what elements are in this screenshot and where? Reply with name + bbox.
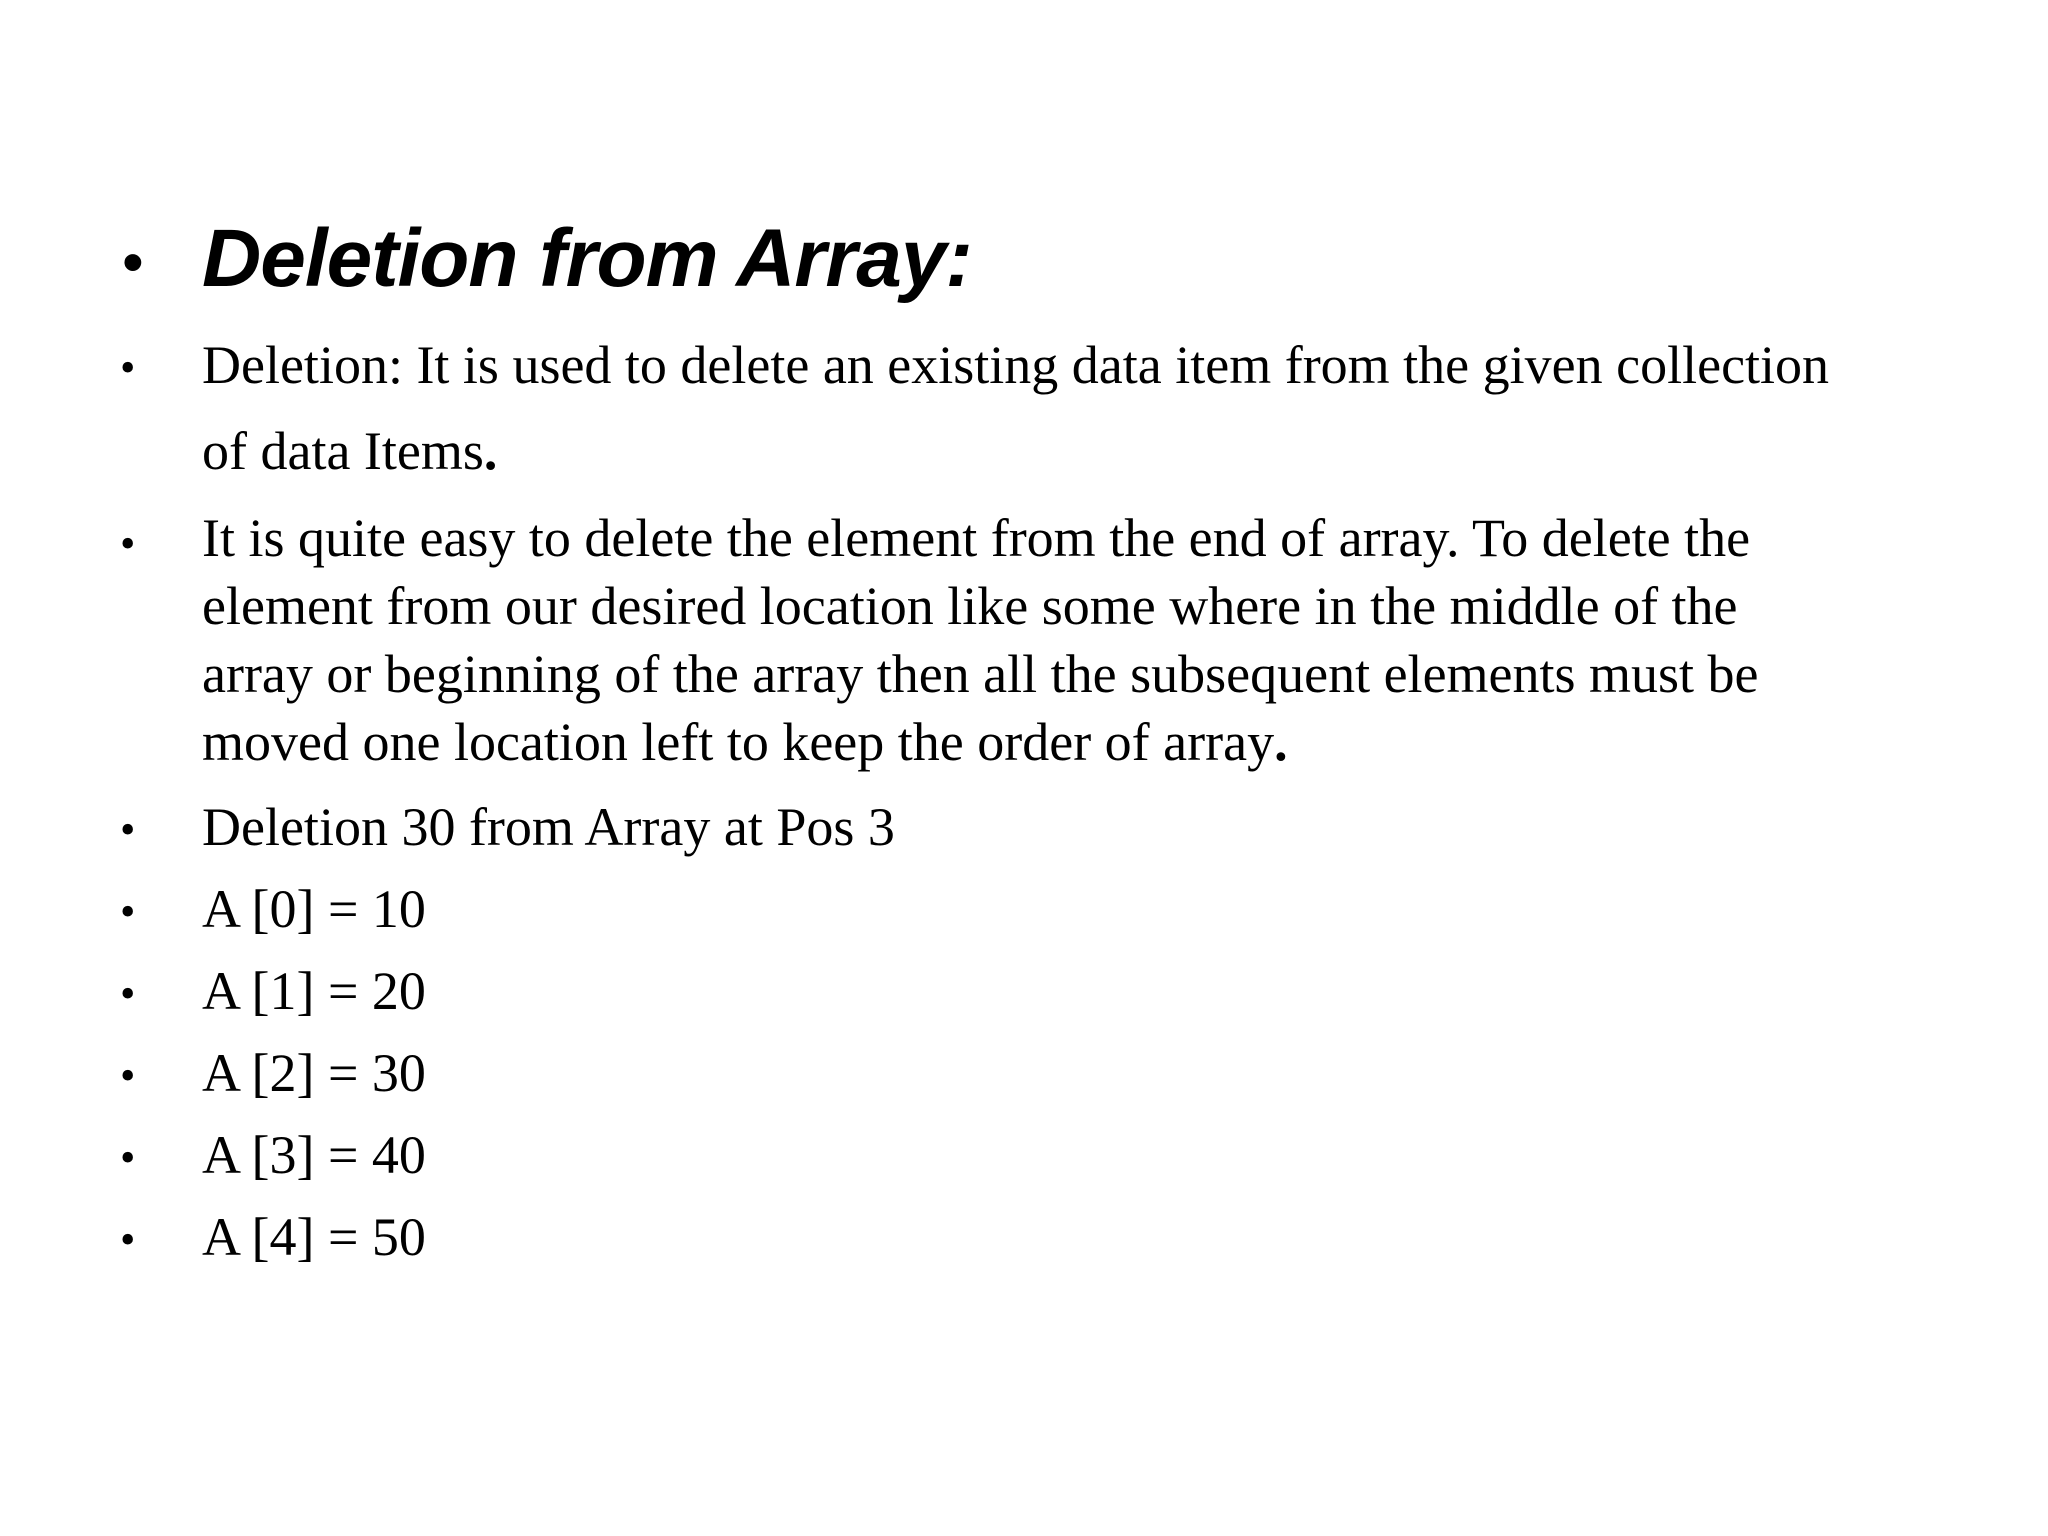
- bullet-definition: [0, 322, 2048, 494]
- slide-title: Deletion from Array:: [202, 213, 972, 304]
- bullet-marker: •: [120, 1215, 136, 1264]
- explanation-line-2: element from our desired location like some where in the middle of the: [202, 576, 1738, 636]
- definition-line-2: of data Items.: [202, 421, 498, 481]
- bullet-marker: •: [120, 969, 136, 1018]
- bullet-example: [0, 784, 2048, 870]
- definition-line-1: Deletion: It is used to delete an existing data item from the given collection: [202, 335, 1830, 395]
- bullet-marker: •: [120, 805, 136, 854]
- array-item-4: A [4] = 50: [202, 1207, 426, 1267]
- array-item-1: A [1] = 20: [202, 961, 426, 1021]
- array-item: [0, 866, 2048, 952]
- array-item: [0, 1112, 2048, 1198]
- bullet-explanation: [0, 504, 2048, 776]
- array-item: [0, 1030, 2048, 1116]
- title-row: [0, 213, 2048, 308]
- bullet-marker: •: [120, 343, 136, 392]
- array-item: [0, 1194, 2048, 1280]
- example-text: Deletion 30 from Array at Pos 3: [202, 797, 895, 857]
- title-bullet: •: [122, 228, 144, 297]
- array-item-3: A [3] = 40: [202, 1125, 426, 1185]
- bullet-marker: •: [120, 887, 136, 936]
- explanation-line-1: It is quite easy to delete the element from the end of array. To delete the: [202, 508, 1751, 568]
- bullet-marker: •: [120, 1051, 136, 1100]
- bullet-marker: •: [120, 1133, 136, 1182]
- array-item: [0, 948, 2048, 1034]
- explanation-line-3: array or beginning of the array then all the subsequent elements must be: [202, 644, 1759, 704]
- array-item-0: A [0] = 10: [202, 879, 426, 939]
- bullet-marker: •: [120, 519, 136, 568]
- explanation-line-4: moved one location left to keep the order of array.: [202, 712, 1288, 772]
- array-item-2: A [2] = 30: [202, 1043, 426, 1103]
